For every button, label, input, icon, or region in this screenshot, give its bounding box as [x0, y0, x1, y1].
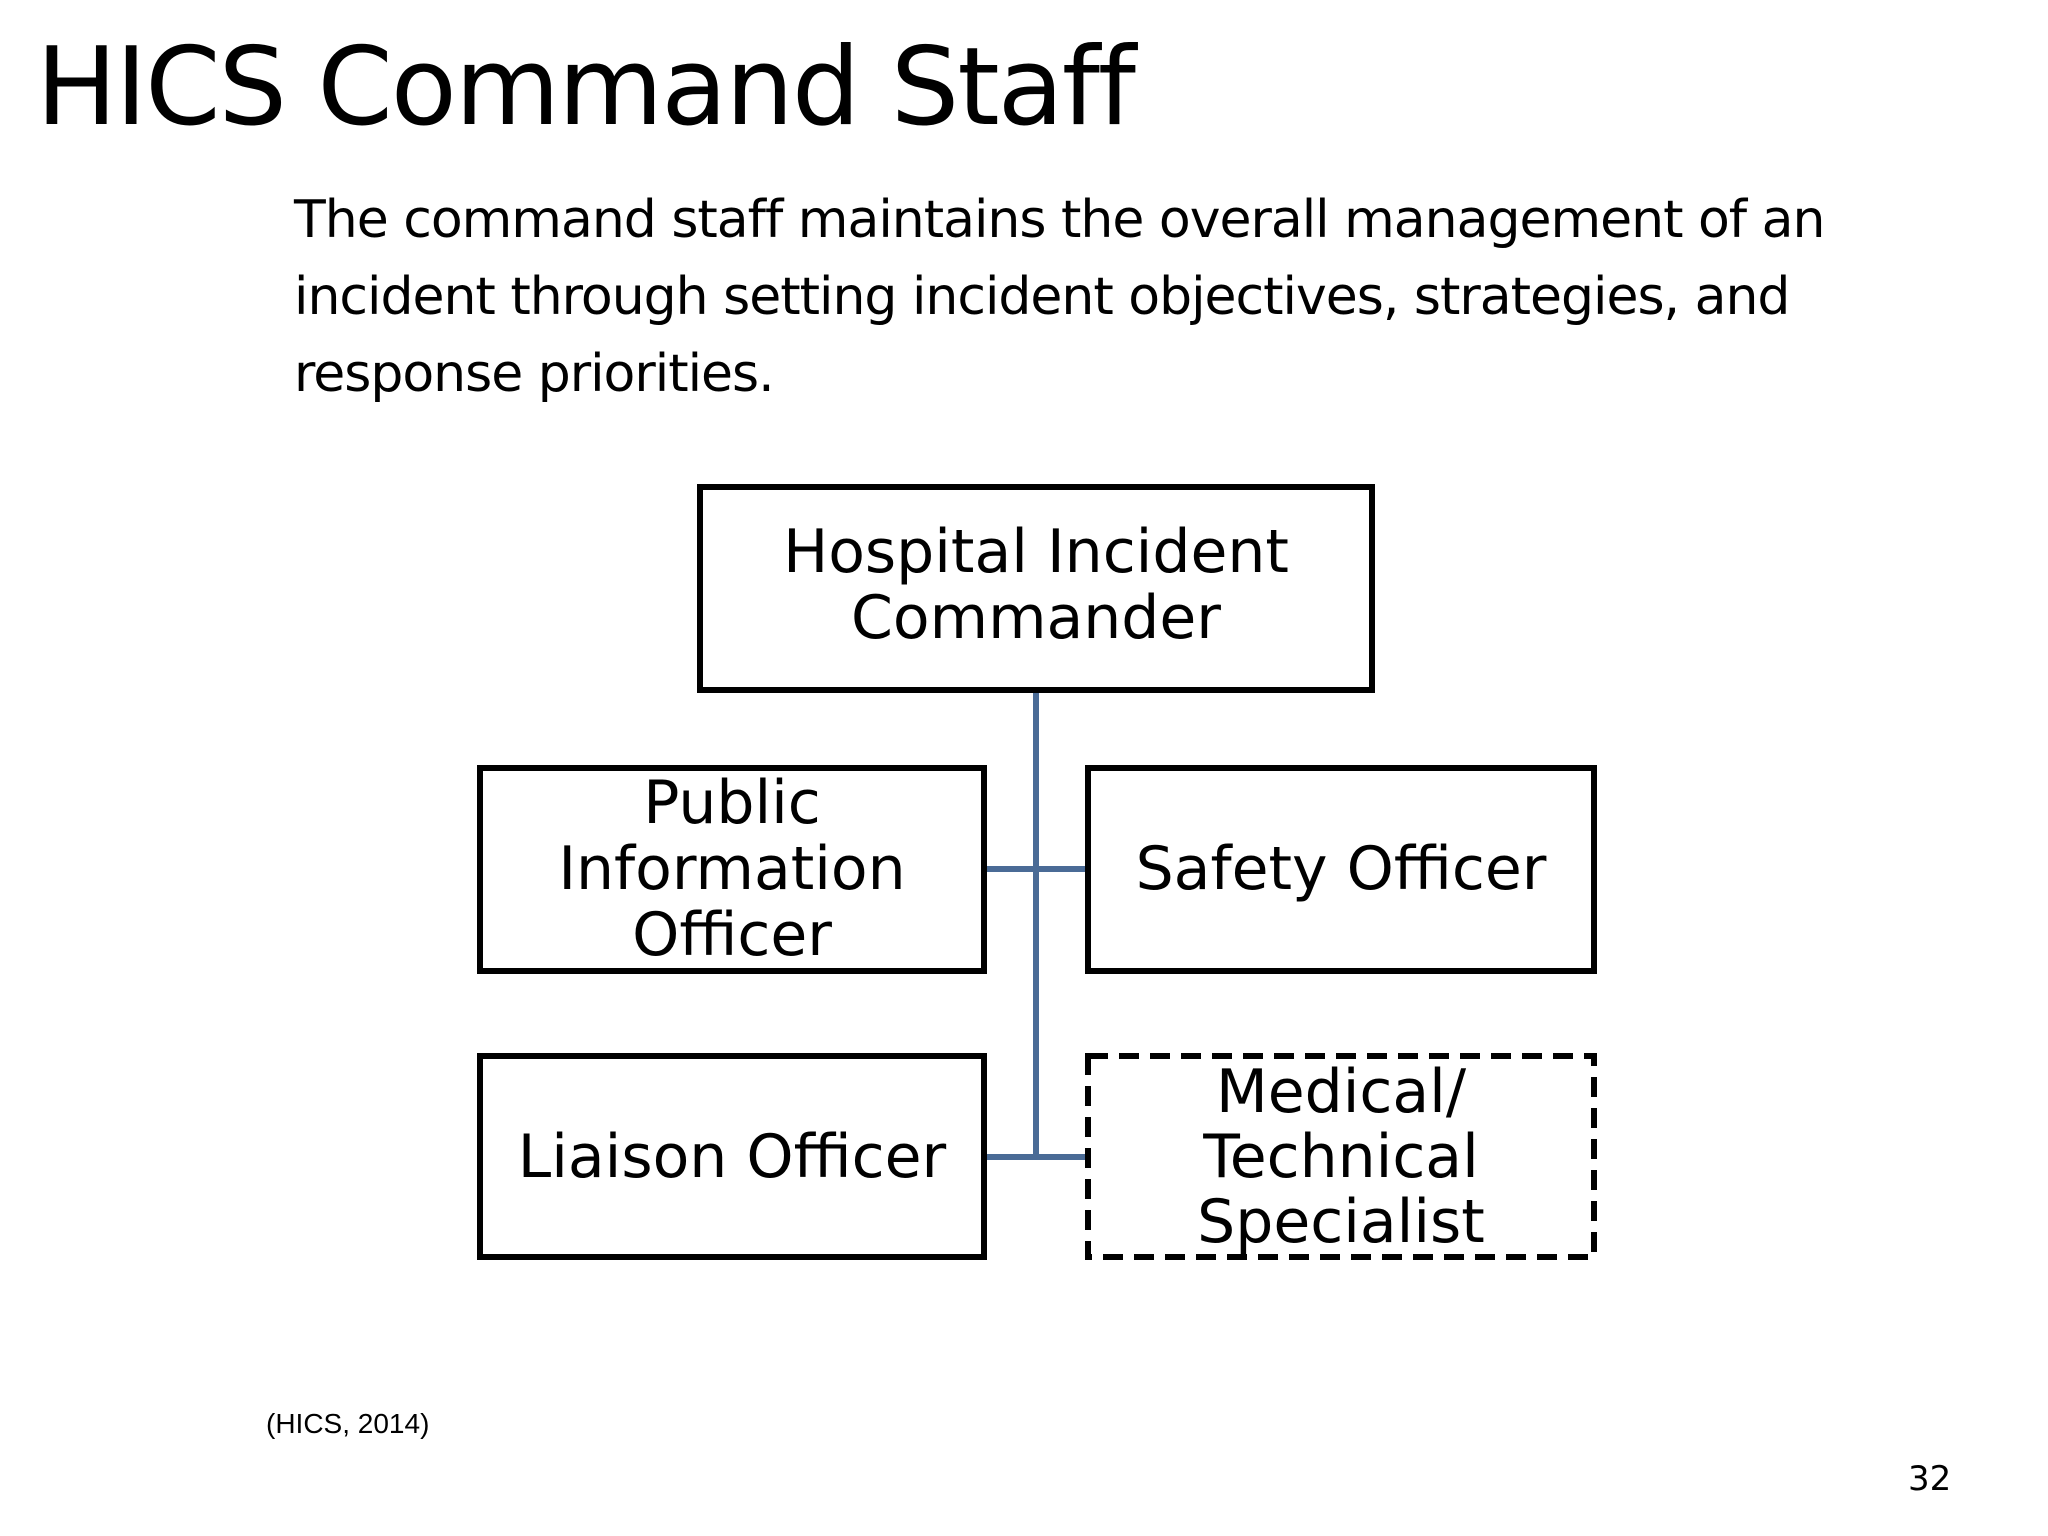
public-information-officer-label-line: Public: [643, 768, 821, 838]
intro-line: response priorities.: [294, 344, 774, 404]
public-information-officer-label-line: Officer: [632, 900, 832, 970]
public-information-officer-box: [480, 768, 984, 971]
org-chart-connectors: [984, 690, 1088, 1157]
commander-box: [700, 487, 1372, 690]
medical-technical-specialist-label-line: Medical/: [1215, 1057, 1467, 1127]
intro-line: The command staff maintains the overall management of an: [294, 190, 1825, 250]
liaison-officer-box: [480, 1056, 984, 1257]
commander-label-line: Commander: [851, 583, 1221, 653]
medical-technical-specialist-label-line: Technical: [1203, 1122, 1479, 1192]
slide-title: HICS Command Staff: [36, 25, 1134, 150]
citation: (HICS, 2014): [266, 1408, 430, 1439]
commander-label-line: Hospital Incident: [783, 517, 1289, 587]
public-information-officer-label-line: Information: [558, 834, 906, 904]
liaison-officer-label-line: Liaison Officer: [517, 1122, 947, 1192]
safety-officer-box: [1088, 768, 1594, 971]
medical-technical-specialist-box: [1088, 1056, 1594, 1257]
intro-line: incident through setting incident objectives, strategies, and: [294, 267, 1790, 327]
medical-technical-specialist-label-line: Specialist: [1197, 1187, 1485, 1257]
safety-officer-label-line: Safety Officer: [1135, 834, 1547, 904]
page-number: 32: [1908, 1459, 1952, 1499]
